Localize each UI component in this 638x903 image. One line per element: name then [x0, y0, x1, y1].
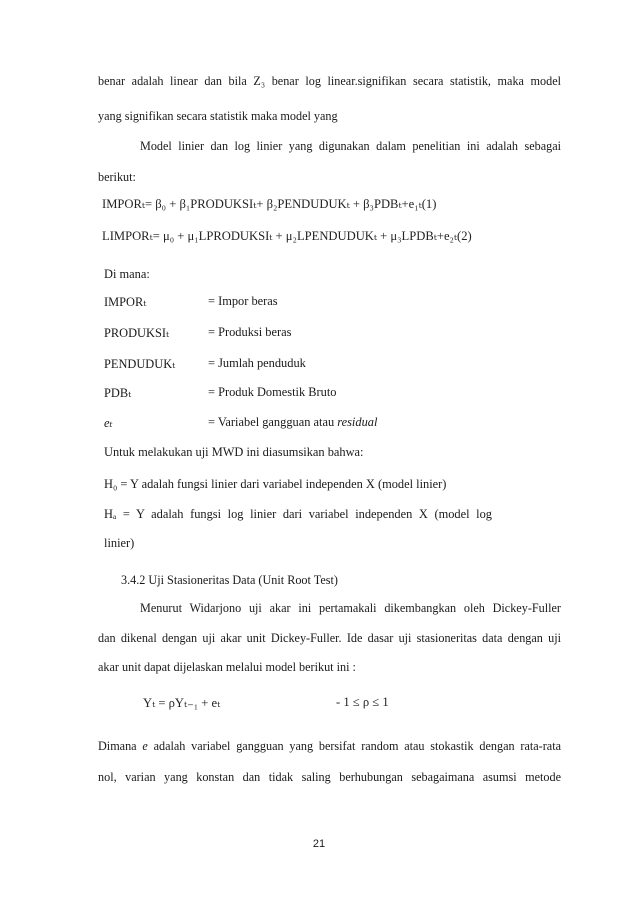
definition-term-penduduk: PENDUDUKₜ [104, 357, 176, 371]
definition-term-pdb: PDBₜ [104, 386, 132, 400]
paragraph-1-line-2: yang signifikan secara statistik maka model yang [98, 109, 338, 123]
model-equation: Yₜ = ρYₜ₋₁ + eₜ [143, 696, 221, 710]
definition-term-error [104, 415, 113, 431]
definition-value-impor: = Impor beras [208, 294, 278, 308]
definition-term-impor: IMPORₜ [104, 295, 147, 309]
hypothesis-ha-line-2: linier) [104, 536, 135, 550]
definition-value-produksi: = Produksi beras [208, 325, 292, 339]
closing-line-2: nol, varian yang konstan dan tidak saling berhubungan sebagaimana asumsi metode [98, 770, 561, 784]
definition-value-error [208, 415, 377, 430]
paragraph-2-line-2: berikut: [98, 170, 136, 184]
section-heading: 3.4.2 Uji Stasioneritas Data (Unit Root Test) [121, 573, 338, 587]
hypothesis-ha-line-1: Hₐ = Y adalah fungsi log linier dari variabel independen X (model log [104, 507, 492, 521]
definition-value-error-italic: residual [337, 415, 378, 429]
definition-value-error-prefix: = Variabel gangguan atau [208, 415, 338, 429]
definition-value-penduduk: = Jumlah penduduk [208, 356, 306, 370]
closing-line-1 [98, 739, 561, 754]
closing-line-1-prefix: Dimana [98, 739, 143, 753]
model-constraint: - 1 ≤ ρ ≤ 1 [336, 695, 389, 709]
equation-2: LIMPORₜ= μ₀ + μ₁LPRODUKSIₜ + μ₂LPENDUDUKₜ + μ₃LPDBₜ+e₂ₜ(2) [102, 229, 472, 243]
page-number: 21 [312, 838, 326, 850]
section-paragraph-line-3: akar unit dapat dijelaskan melalui model berikut ini : [98, 660, 356, 674]
hypothesis-h0: H₀ = Y adalah fungsi linier dari variabel independen X (model linier) [104, 477, 447, 491]
definition-term-produksi: PRODUKSIₜ [104, 326, 170, 340]
closing-symbol-e: e [142, 739, 148, 753]
equation-1: IMPORₜ= β₀ + β₁PRODUKSIₜ+ β₂PENDUDUKₜ + β₃PDBₜ+e₁ₜ(1) [102, 197, 437, 211]
definitions-heading: Di mana: [104, 267, 150, 281]
assumptions-intro: Untuk melakukan uji MWD ini diasumsikan bahwa: [104, 445, 364, 459]
section-paragraph-line-2: dan dikenal dengan uji akar unit Dickey-Fuller. Ide dasar uji stasioneritas data dengan uji [98, 631, 561, 645]
paragraph-1-line-1: benar adalah linear dan bila Z₃ benar log linear.signifikan secara statistik, maka model [98, 74, 561, 88]
paragraph-2-line-1: Model linier dan log linier yang digunakan dalam penelitian ini adalah sebagai [140, 139, 561, 153]
definition-term-error-symbol: eₜ [104, 416, 113, 430]
closing-line-1-rest: adalah variabel gangguan yang bersifat random atau stokastik dengan rata-rata [147, 739, 561, 753]
definition-value-pdb: = Produk Domestik Bruto [208, 385, 337, 399]
section-paragraph-line-1: Menurut Widarjono uji akar ini pertamakali dikembangkan oleh Dickey-Fuller [140, 601, 561, 615]
